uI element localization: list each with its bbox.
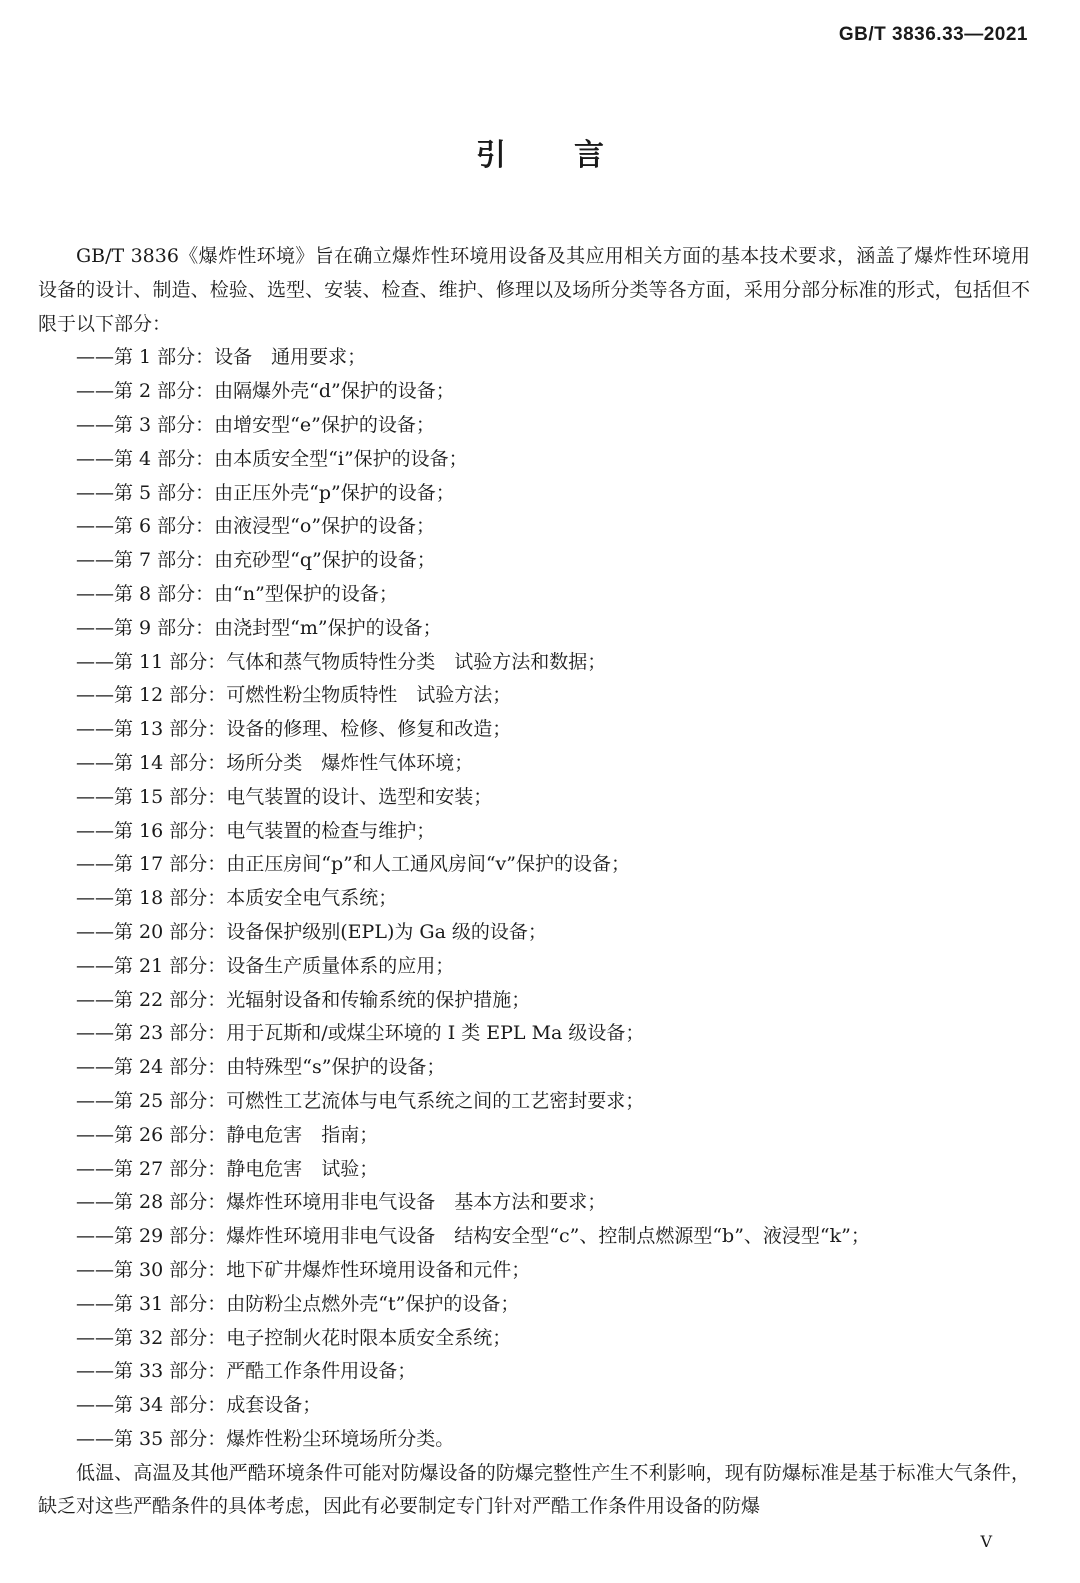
list-item: ——第 28 部分：爆炸性环境用非电气设备 基本方法和要求； xyxy=(76,1191,607,1214)
list-item: ——第 9 部分：由浇封型“m”保护的设备； xyxy=(76,616,442,639)
list-item: ——第 17 部分：由正压房间“p”和人工通风房间“v”保护的设备； xyxy=(76,853,631,876)
list-item: ——第 32 部分：电子控制火花时限本质安全系统； xyxy=(76,1326,512,1349)
list-item: ——第 12 部分：可燃性粉尘物质特性 试验方法； xyxy=(76,684,512,707)
list-item: ——第 18 部分：本质安全电气系统； xyxy=(76,887,398,910)
list-item: ——第 26 部分：静电危害 指南； xyxy=(76,1123,379,1146)
list-item: ——第 13 部分：设备的修理、检修、修复和改造； xyxy=(76,718,512,741)
page-number: V xyxy=(980,1532,992,1551)
list-item: ——第 31 部分：由防粉尘点燃外壳“t”保护的设备； xyxy=(76,1292,520,1315)
list-item: ——第 33 部分：严酷工作条件用设备； xyxy=(76,1360,417,1383)
list-item: ——第 15 部分：电气装置的设计、选型和安装； xyxy=(76,785,493,808)
list-item: ——第 29 部分：爆炸性环境用非电气设备 结构安全型“c”、控制点燃源型“b”、液浸型“k”； xyxy=(76,1225,870,1248)
parts-list xyxy=(38,341,1030,1456)
list-item: ——第 27 部分：静电危害 试验； xyxy=(76,1157,379,1180)
list-item: ——第 14 部分：场所分类 爆炸性气体环境； xyxy=(76,751,474,774)
list-item: ——第 23 部分：用于瓦斯和/或煤尘环境的 I 类 EPL Ma 级设备； xyxy=(76,1022,645,1045)
list-item: ——第 21 部分：设备生产质量体系的应用； xyxy=(76,954,455,977)
list-item: ——第 35 部分：爆炸性粉尘环境场所分类。 xyxy=(76,1427,455,1450)
list-item: ——第 25 部分：可燃性工艺流体与电气系统之间的工艺密封要求； xyxy=(76,1089,645,1112)
closing-paragraph: 低温、高温及其他严酷环境条件可能对防爆设备的防爆完整性产生不利影响，现有防爆标准是基于标准大气条件，缺乏对这些严酷条件的具体考虑，因此有必要制定专门针对严酷工作条件用设备的防爆 xyxy=(38,1461,1030,1518)
list-item: ——第 1 部分：设备 通用要求； xyxy=(76,346,367,369)
document-body xyxy=(38,240,1030,1524)
list-item: ——第 11 部分：气体和蒸气物质特性分类 试验方法和数据； xyxy=(76,650,607,673)
list-item: ——第 8 部分：由“n”型保护的设备； xyxy=(76,582,398,605)
list-item: ——第 7 部分：由充砂型“q”保护的设备； xyxy=(76,549,436,572)
standard-code: GB/T 3836.33—2021 xyxy=(838,24,1028,45)
list-item: ——第 22 部分：光辐射设备和传输系统的保护措施； xyxy=(76,988,531,1011)
list-item: ——第 20 部分：设备保护级别(EPL)为 Ga 级的设备； xyxy=(76,920,547,943)
list-item: ——第 30 部分：地下矿井爆炸性环境用设备和元件； xyxy=(76,1258,531,1281)
list-item: ——第 34 部分：成套设备； xyxy=(76,1394,322,1417)
list-item: ——第 3 部分：由增安型“e”保护的设备； xyxy=(76,413,435,436)
list-item: ——第 5 部分：由正压外壳“p”保护的设备； xyxy=(76,481,455,504)
list-item: ——第 6 部分：由液浸型“o”保护的设备； xyxy=(76,515,436,538)
list-item: ——第 24 部分：由特殊型“s”保护的设备； xyxy=(76,1056,446,1079)
intro-paragraph: GB/T 3836《爆炸性环境》旨在确立爆炸性环境用设备及其应用相关方面的基本技术要求，涵盖了爆炸性环境用设备的设计、制造、检验、选型、安装、检查、维护、修理以及场所分类等各方面，采用分部分标准的形式，包括但不限于以下部分： xyxy=(38,245,1030,335)
list-item: ——第 2 部分：由隔爆外壳“d”保护的设备； xyxy=(76,380,455,403)
list-item: ——第 16 部分：电气装置的检查与维护； xyxy=(76,819,436,842)
list-item: ——第 4 部分：由本质安全型“i”保护的设备； xyxy=(76,447,468,470)
page-title: 引言 xyxy=(476,138,672,173)
